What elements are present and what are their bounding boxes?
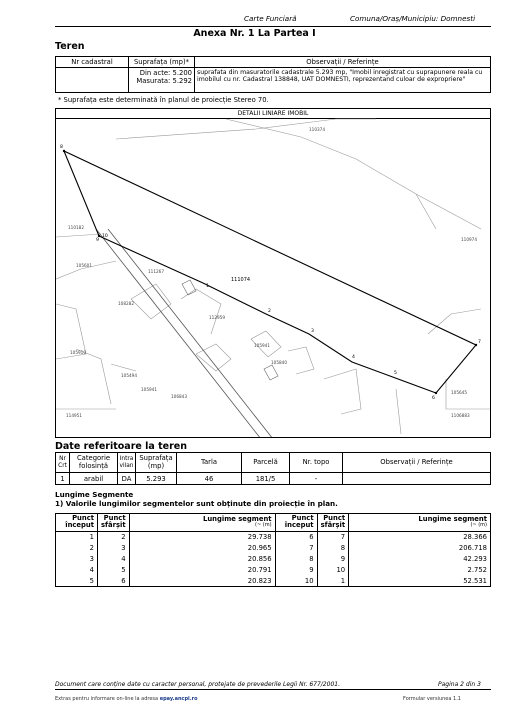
seg-cell: 8: [275, 553, 317, 564]
seg-cell: 9: [275, 564, 317, 575]
segmente-table: [55, 513, 491, 587]
neighbor-label-16: 114951: [66, 413, 82, 418]
ref-cell-observatii: [343, 473, 491, 485]
road-lines: [96, 229, 273, 438]
seg-cell: 5: [98, 564, 130, 575]
neighbor-label-6: 108282: [118, 301, 134, 306]
point-label-6: 6: [432, 396, 435, 401]
point-label-5: 5: [394, 371, 397, 376]
seg-cell: 10: [317, 564, 349, 575]
seg-cell: 28.366: [349, 531, 491, 542]
ref-cell-nr: 1: [56, 473, 70, 485]
footer-divider: [55, 689, 491, 690]
seg-cell: 2: [98, 531, 130, 542]
neighbor-label-1: 110374: [309, 127, 325, 132]
seg-cell: 6: [275, 531, 317, 542]
seg-col-end-right: Punct sfârșit: [317, 514, 349, 532]
col-categorie: Categorie folosință: [70, 453, 118, 473]
teren-title: Teren: [55, 41, 85, 52]
col-suprafata: Suprafața (mp)*: [129, 57, 195, 68]
footer-extract-prefix: Extras pentru informare on-line la adresa: [55, 696, 160, 702]
neighbor-label-12: 105941: [141, 387, 157, 392]
neighbor-label-13: 106843: [171, 394, 187, 399]
neighbor-label-9: 105941: [254, 343, 270, 348]
acte-label: Din acte:: [139, 69, 171, 77]
masurata-label: Masurata:: [136, 77, 171, 86]
referitoare-table: [55, 452, 491, 485]
seg-cell: 1: [317, 575, 349, 586]
neighbor-label-4: 111267: [148, 269, 164, 274]
ref-cell-tarla: 46: [177, 473, 242, 485]
anexa-title: Anexa Nr. 1 La Partea I: [193, 28, 316, 39]
seg-cell: 206.718: [349, 542, 491, 553]
col-observatii-ref: Observații / Referințe: [343, 453, 491, 473]
footer-version: Formular versiunea 1.1: [403, 696, 461, 702]
teren-table: [55, 56, 491, 93]
seg-len-label-right: Lungime segment: [418, 514, 487, 523]
main-parcel-label: 111074: [231, 277, 251, 283]
nr-cadastral-cell: [56, 68, 129, 93]
buildings: [182, 280, 278, 380]
ref-cell-topo: -: [290, 473, 343, 485]
col-intravilan: Intra vilan: [118, 453, 136, 473]
table-row: [56, 531, 491, 542]
neighbor-label-15: 1106883: [451, 413, 470, 418]
col-suprafata-ref: Suprafața (mp): [136, 453, 177, 473]
col-nr-topo: Nr. topo: [290, 453, 343, 473]
suprafata-cell: [129, 68, 195, 93]
neighbor-label-14: 105645: [451, 390, 467, 395]
seg-col-len-left: [129, 514, 275, 532]
seg-cell: 9: [317, 553, 349, 564]
seg-cell: 20.856: [129, 553, 275, 564]
col-nr-cadastral: Nr cadastral: [56, 57, 129, 68]
seg-cell: 52.531: [349, 575, 491, 586]
header-right: Comuna/Oraș/Municipiu: Domnesti: [350, 14, 476, 23]
seg-cell: 1: [56, 531, 98, 542]
ref-cell-intravilan: DA: [118, 473, 136, 485]
col-nr-crt: Nr Crt: [56, 453, 70, 473]
table-row: [56, 553, 491, 564]
table-row: [56, 564, 491, 575]
seg-cell: 29.738: [129, 531, 275, 542]
neighbor-label-7: 112959: [209, 315, 225, 320]
seg-cell: 4: [98, 553, 130, 564]
header-left: Carte Funciară: [244, 14, 297, 23]
neighbor-label-10: 105494: [121, 373, 137, 378]
seg-cell: 4: [56, 564, 98, 575]
point-label-4: 4: [352, 355, 355, 360]
table-row: [56, 575, 491, 586]
seg-cell: 2.752: [349, 564, 491, 575]
map-drawing: [56, 109, 491, 438]
seg-cell: 8: [317, 542, 349, 553]
seg-col-len-right: [349, 514, 491, 532]
footer-disclaimer: Document care conține date cu caracter personal, protejate de prevederile Legii Nr. 677/2001.: [55, 681, 340, 688]
point-label-8: 8: [60, 145, 63, 150]
parcel-boundary: [64, 151, 476, 393]
seg-unit-right: (~ (m): [470, 522, 487, 529]
neighbor-label-11: 105840: [271, 360, 287, 365]
segmente-subtitle: 1) Valorile lungimilor segmentelor sunt obținute din proiecție în plan.: [55, 499, 338, 508]
seg-cell: 7: [317, 531, 349, 542]
seg-col-start-right: Punct început: [275, 514, 317, 532]
point-label-1: 1: [206, 284, 209, 289]
neighbor-label-8: 105910: [70, 350, 86, 355]
masurata-value: 5.292: [172, 77, 192, 86]
table-row: [56, 542, 491, 553]
seg-col-start-left: Punct început: [56, 514, 98, 532]
footer-extract-link[interactable]: epay.ancpi.ro: [159, 696, 198, 702]
map-title: DETALII LINIARE IMOBIL: [56, 109, 490, 119]
referitoare-title: Date referitoare la teren: [55, 441, 187, 452]
seg-cell: 10: [275, 575, 317, 586]
teren-note: * Suprafața este determinată în planul de proiecție Stereo 70.: [58, 96, 269, 104]
neighbor-label-5: 105601: [76, 263, 92, 268]
seg-cell: 20.965: [129, 542, 275, 553]
ref-cell-categorie: arabil: [70, 473, 118, 485]
footer-page: Pagina 2 din 3: [438, 681, 481, 688]
seg-cell: 3: [56, 553, 98, 564]
seg-cell: 20.791: [129, 564, 275, 575]
cadastral-map: [55, 108, 491, 438]
segmente-title: Lungime Segmente: [55, 490, 134, 499]
neighbor-label-2: 110182: [68, 225, 84, 230]
col-observatii: Observații / Referințe: [195, 57, 491, 68]
seg-unit-left: (~ (m): [255, 522, 272, 529]
ref-cell-suprafata: 5.293: [136, 473, 177, 485]
neighbor-label-3: 110974: [461, 237, 477, 242]
point-label-10: 10: [102, 234, 108, 239]
seg-cell: 2: [56, 542, 98, 553]
point-label-3: 3: [311, 329, 314, 334]
seg-cell: 42.293: [349, 553, 491, 564]
col-tarla: Tarla: [177, 453, 242, 473]
seg-len-label-left: Lungime segment: [202, 514, 272, 523]
neighbor-parcels: [56, 119, 491, 434]
parcel-vertices: [63, 150, 477, 394]
seg-cell: 7: [275, 542, 317, 553]
acte-value: 5.200: [172, 69, 192, 77]
seg-cell: 6: [98, 575, 130, 586]
col-parcela: Parcelă: [242, 453, 290, 473]
ref-cell-parcela: 181/5: [242, 473, 290, 485]
point-label-2: 2: [268, 309, 271, 314]
footer-extract: [55, 696, 198, 702]
observatii-cell: suprafata din masuratorile cadastrale 5.293 mp, "Imobil inregistrat cu suprapunere reala cu imobilul cu nr. Cadastral 138848, UAT DOMNESTI, reprezentand culoar de expropriere": [195, 68, 491, 93]
seg-col-end-left: Punct sfârșit: [98, 514, 130, 532]
seg-cell: 20.823: [129, 575, 275, 586]
point-label-9: 9: [96, 238, 99, 243]
header-divider: [55, 26, 491, 27]
point-label-7: 7: [478, 340, 481, 345]
seg-cell: 5: [56, 575, 98, 586]
seg-cell: 3: [98, 542, 130, 553]
